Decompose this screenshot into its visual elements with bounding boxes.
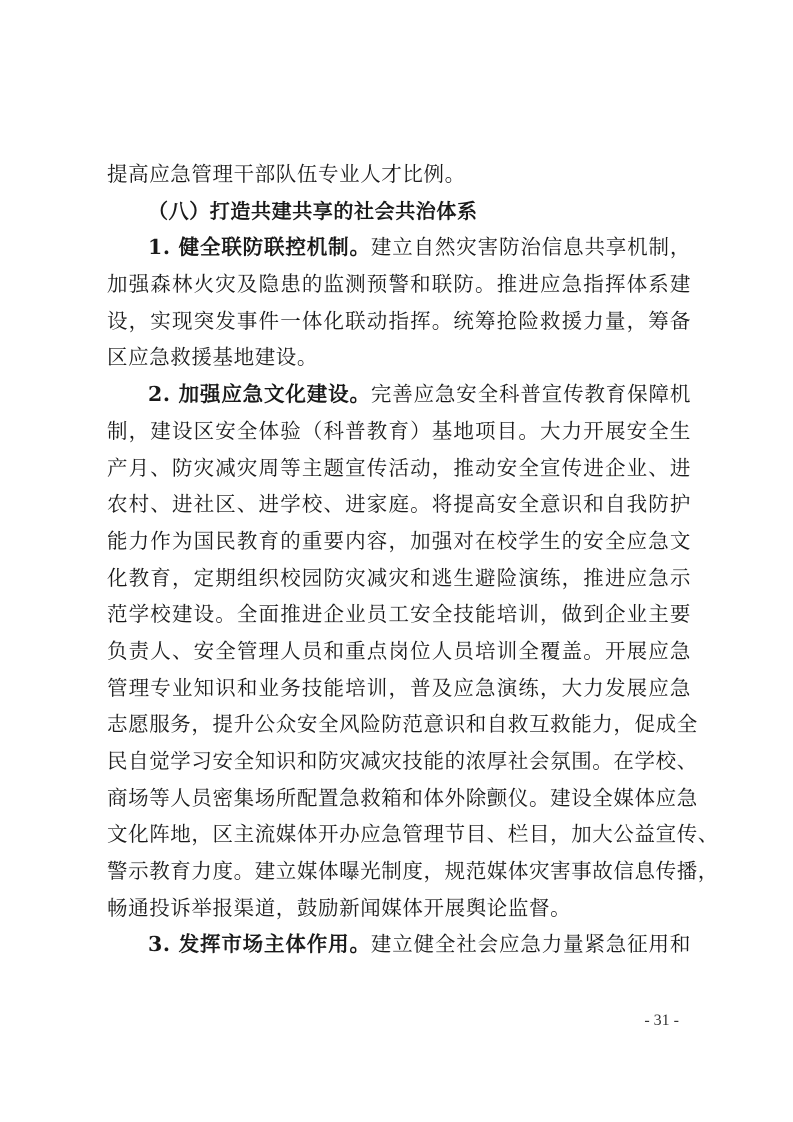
paragraph-line: 负责人、安全管理人员和重点岗位人员培训全覆盖。开展应急 bbox=[107, 638, 691, 663]
paragraph-line: 志愿服务，提升公众安全风险防范意识和自救互救能力，促成全 bbox=[107, 712, 698, 737]
paragraph-line: 管理专业知识和业务技能培训，普及应急演练，大力发展应急 bbox=[107, 675, 691, 700]
paragraph-text: 建立健全社会应急力量紧急征用和 bbox=[370, 932, 691, 957]
paragraph-line: 畅通投诉举报渠道，鼓励新闻媒体开展舆论监督。 bbox=[107, 895, 572, 920]
paragraph-line: 提高应急管理干部队伍专业人才比例。 bbox=[107, 162, 466, 186]
item-title: 3. 发挥市场主体作用。 bbox=[148, 932, 371, 957]
paragraph-line: 文化阵地，区主流媒体开办应急管理节目、栏目，加大公益宣传、 bbox=[107, 822, 719, 847]
document-body bbox=[107, 156, 719, 963]
paragraph-line bbox=[107, 926, 691, 963]
paragraph-line: 区应急救援基地建设。 bbox=[107, 345, 318, 370]
paragraph-line: 能力作为国民教育的重要内容，加强对在校学生的安全应急文 bbox=[107, 528, 691, 553]
paragraph-line bbox=[107, 229, 691, 266]
paragraph-line: 设，实现突发事件一体化联动指挥。统筹抢险救援力量，筹备 bbox=[107, 308, 691, 333]
paragraph-text: 完善应急安全科普宣传教育保障机 bbox=[370, 382, 691, 407]
paragraph-line: 商场等人员密集场所配置急救箱和体外除颤仪。建设全媒体应急 bbox=[107, 785, 698, 810]
item-title: 1. 健全联防联控机制。 bbox=[148, 235, 371, 260]
paragraph-line: 制，建设区安全体验（科普教育）基地项目。大力开展安全生 bbox=[107, 418, 691, 443]
paragraph-line: 范学校建设。全面推进企业员工安全技能培训，做到企业主要 bbox=[107, 602, 691, 627]
page-number: - 31 - bbox=[644, 1012, 679, 1029]
paragraph-line: 警示教育力度。建立媒体曝光制度，规范媒体灾害事故信息传播， bbox=[107, 859, 719, 884]
paragraph-line: 民自觉学习安全知识和防灾减灾技能的浓厚社会氛围。在学校、 bbox=[107, 749, 698, 773]
section-heading: （八）打造共建共享的社会共治体系 bbox=[148, 198, 478, 223]
item-title: 2. 加强应急文化建设。 bbox=[148, 382, 371, 407]
paragraph-line: 农村、进社区、进学校、进家庭。将提高安全意识和自我防护 bbox=[107, 492, 691, 517]
paragraph-line: 加强森林火灾及隐患的监测预警和联防。推进应急指挥体系建 bbox=[107, 272, 691, 297]
paragraph-text: 建立自然灾害防治信息共享机制， bbox=[370, 235, 691, 260]
paragraph-line: 产月、防灾减灾周等主题宣传活动，推动安全宣传进企业、进 bbox=[107, 455, 691, 480]
paragraph-line bbox=[107, 376, 691, 413]
paragraph-line: 化教育，定期组织校园防灾减灾和逃生避险演练，推进应急示 bbox=[107, 565, 691, 590]
